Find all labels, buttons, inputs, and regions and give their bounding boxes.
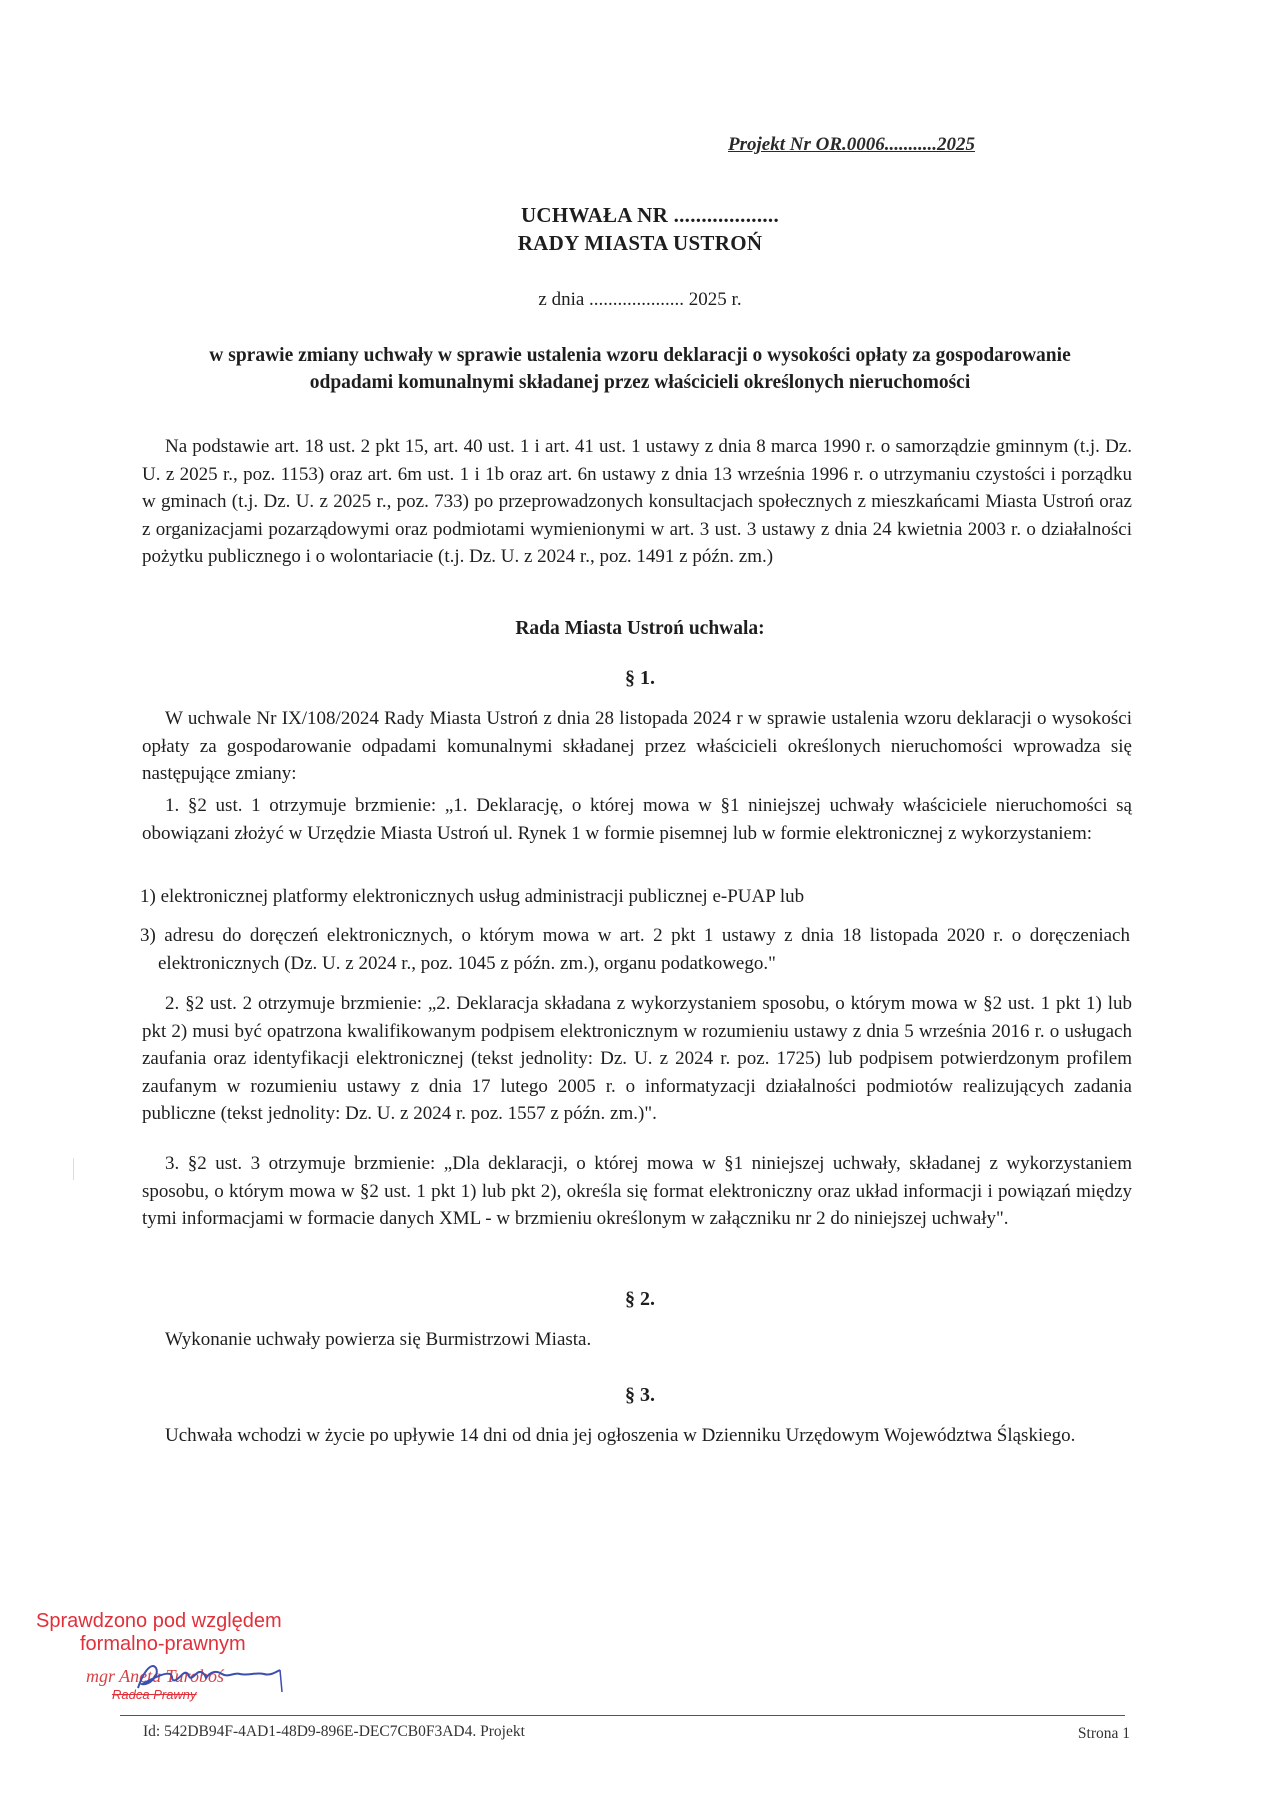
amendment-1: 1. §2 ust. 1 otrzymuje brzmienie: „1. Deklarację, o której mowa w §1 niniejszej uchwały właściciele nieruchomości są obowiązani złożyć w Urzędzie Miasta Ustroń ul. Rynek 1 w formie pisemnej lub w formie elektronicznej z wykorzystaniem: xyxy=(142,795,1132,844)
section-2-text: Wykonanie uchwały powierza się Burmistrzowi Miasta. xyxy=(165,1329,592,1350)
stamp-role: Radca Prawny xyxy=(112,1687,197,1702)
footer-divider xyxy=(120,1715,1125,1716)
section-2-sign: § 2. xyxy=(625,1288,655,1310)
stamp-line-1: Sprawdzono pod względem xyxy=(36,1610,282,1632)
amendment-1-point-1 xyxy=(140,883,1130,911)
section-3-text: Uchwała wchodzi w życie po upływie 14 dni od dnia jej ogłoszenia w Dzienniku Urzędowym Województwa Śląskiego. xyxy=(165,1425,1076,1446)
section-3-sign: § 3. xyxy=(625,1384,655,1406)
amendment-3: 3. §2 ust. 3 otrzymuje brzmienie: „Dla deklaracji, o której mowa w §1 niniejszej uchwały, składanej z wykorzystaniem sposobu, o którym mowa w §2 ust. 1 pkt 1) lub pkt 2), określa się format elektroniczny oraz układ informacji i powiązań między tymi informacjami w formacie danych XML - w brzmieniu określonym w załączniku nr 2 do niniejszej uchwały". xyxy=(142,1153,1132,1229)
page-number: Strona 1 xyxy=(1077,1725,1130,1742)
amendment-1-point-3 xyxy=(140,922,1130,977)
document-id: Id: 542DB94F-4AD1-48D9-896E-DEC7CB0F3AD4. Projekt xyxy=(143,1723,525,1740)
stamp-line-2: formalno-prawnym xyxy=(80,1633,246,1655)
amendment-2: 2. §2 ust. 2 otrzymuje brzmienie: „2. Deklaracja składana z wykorzystaniem sposobu, o którym mowa w §2 ust. 1 pkt 1) lub pkt 2) musi być opatrzona kwalifikowanym podpisem elektronicznym w rozumieniu ustawy z dnia 5 września 2016 r. o usługach zaufania oraz identyfikacji elektronicznej (tekst jednolity: Dz. U. z 2024 r. poz. 1725) lub podpisem potwierdzonym profilem zaufanym w rozumieniu ustawy z dnia 17 lutego 2005 r. o informatyzacji działalności podmiotów realizujących zadania publiczne (tekst jednolity: Dz. U. z 2024 r. poz. 1557 z późn. zm.)". xyxy=(142,993,1132,1124)
resolution-date: z dnia .................... 2025 r. xyxy=(538,289,742,310)
scan-margin-mark xyxy=(73,1158,74,1180)
resolution-subject xyxy=(130,342,1150,396)
project-number: Projekt Nr OR.0006...........2025 xyxy=(728,134,975,155)
section-1-intro: W uchwale Nr IX/108/2024 Rady Miasta Ustroń z dnia 28 listopada 2024 r w sprawie ustalenia wzoru deklaracji o wysokości opłaty za gospodarowanie odpadami komunalnymi składanej przez właścicieli określonych nieruchomości wprowadza się następujące zmiany: xyxy=(142,708,1132,784)
resolves-heading: Rada Miasta Ustroń uchwala: xyxy=(515,618,765,639)
stamp-name: mgr Aneta Turoboś xyxy=(86,1666,225,1686)
resolution-number: UCHWAŁA NR ................... xyxy=(520,203,780,227)
preamble: Na podstawie art. 18 ust. 2 pkt 15, art. 40 ust. 1 i art. 41 ust. 1 ustawy z dnia 8 marca 1990 r. o samorządzie gminnym (t.j. Dz. U. z 2025 r., poz. 1153) oraz art. 6m ust. 1 i 1b oraz art. 6n ustawy z dnia 13 września 1996 r. o utrzymaniu czystości i porządku w gminach (t.j. Dz. U. z 2025 r., poz. 733) po przeprowadzonych konsultacjach społecznych z mieszkańcami Miasta Ustroń oraz z organizacjami pozarządowymi oraz podmiotami wymienionymi w art. 3 ust. 3 ustawy z dnia 24 kwietnia 2003 r. o działalności pożytku publicznego i o wolontariacie (t.j. Dz. U. z 2024 r., poz. 1491 z późn. zm.) xyxy=(142,436,1132,567)
subject-line-1: w sprawie zmiany uchwały w sprawie ustalenia wzoru deklaracji o wysokości opłaty za gospodarowanie xyxy=(209,345,1071,366)
point-1-text: 1) elektronicznej platformy elektronicznych usług administracji publicznej e-PUAP lub xyxy=(140,886,805,907)
council-name: RADY MIASTA USTROŃ xyxy=(517,231,763,255)
section-1-sign: § 1. xyxy=(625,667,655,689)
point-3-text: 3) adresu do doręczeń elektronicznych, o którym mowa w art. 2 pkt 1 ustawy z dnia 18 listopada 2020 r. o doręczeniach elektronicznych (Dz. U. z 2024 r., poz. 1045 z późn. zm.), organu podatkowego." xyxy=(140,925,1130,974)
handwritten-signature-icon xyxy=(130,1650,300,1700)
subject-line-2: odpadami komunalnymi składanej przez właścicieli określonych nieruchomości xyxy=(309,372,971,393)
